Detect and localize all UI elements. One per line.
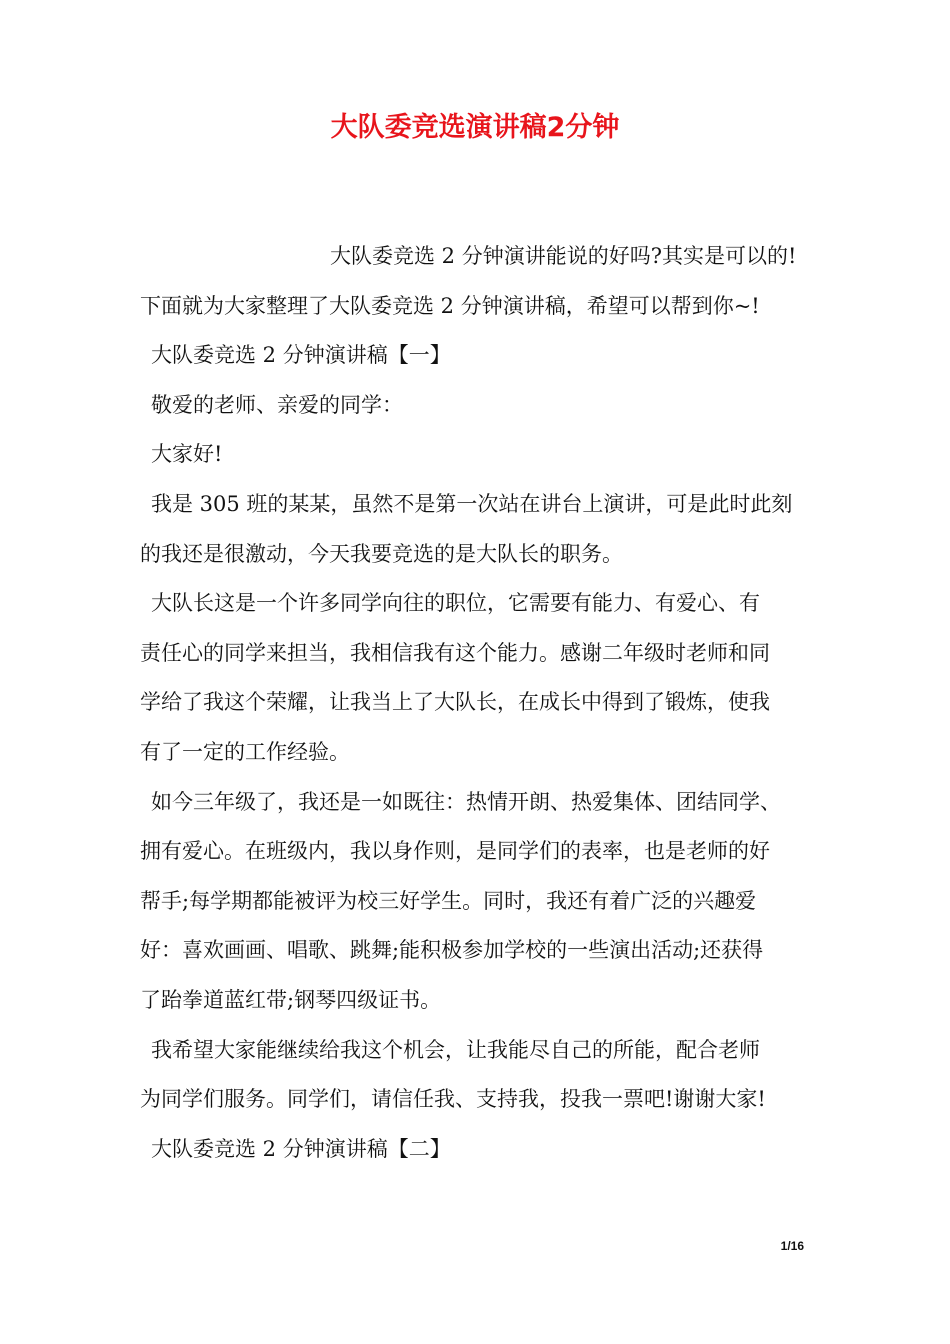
paragraph-line: 为同学们服务。同学们，请信任我、支持我，投我一票吧!谢谢大家!	[140, 1087, 766, 1112]
document-title: 大队委竞选演讲稿2分钟	[330, 112, 620, 143]
page-number: 1/16	[780, 1239, 804, 1253]
intro-line-1: 大队委竞选 2 分钟演讲能说的好吗?其实是可以的!	[330, 244, 797, 268]
paragraph-line: 学给了我这个荣耀，让我当上了大队长，在成长中得到了锻炼，使我	[140, 690, 770, 715]
paragraph-line: 责任心的同学来担当，我相信我有这个能力。感谢二年级时老师和同	[140, 640, 770, 665]
paragraph-line: 我是 305 班的某某，虽然不是第一次站在讲台上演讲，可是此时此刻	[151, 491, 793, 516]
paragraph-line: 的我还是很激动，今天我要竞选的是大队长的职务。	[140, 541, 623, 566]
paragraph-line: 了跆拳道蓝红带;钢琴四级证书。	[140, 987, 442, 1012]
paragraph-line: 好：喜欢画画、唱歌、跳舞;能积极参加学校的一些演出活动;还获得	[140, 938, 764, 963]
paragraph-line: 如今三年级了，我还是一如既往：热情开朗、热爱集体、团结同学、	[151, 789, 781, 814]
document-body	[140, 232, 824, 1174]
intro-line-2: 下面就为大家整理了大队委竞选 2 分钟演讲稿，希望可以帮到你~!	[140, 293, 760, 318]
salutation: 敬爱的老师、亲爱的同学：	[151, 392, 403, 417]
paragraph-line: 拥有爱心。在班级内，我以身作则，是同学们的表率，也是老师的好	[140, 839, 770, 864]
paragraph-line: 大队长这是一个许多同学向往的职位，它需要有能力、有爱心、有	[151, 591, 760, 616]
greeting: 大家好!	[151, 442, 223, 467]
paragraph-line: 我希望大家能继续给我这个机会，让我能尽自己的所能，配合老师	[151, 1037, 760, 1062]
paragraph-line: 帮手;每学期都能被评为校三好学生。同时，我还有着广泛的兴趣爱	[140, 888, 757, 913]
paragraph-line: 有了一定的工作经验。	[140, 739, 350, 764]
section-heading-2: 大队委竞选 2 分钟演讲稿【二】	[151, 1136, 451, 1161]
section-heading-1: 大队委竞选 2 分钟演讲稿【一】	[151, 343, 451, 368]
